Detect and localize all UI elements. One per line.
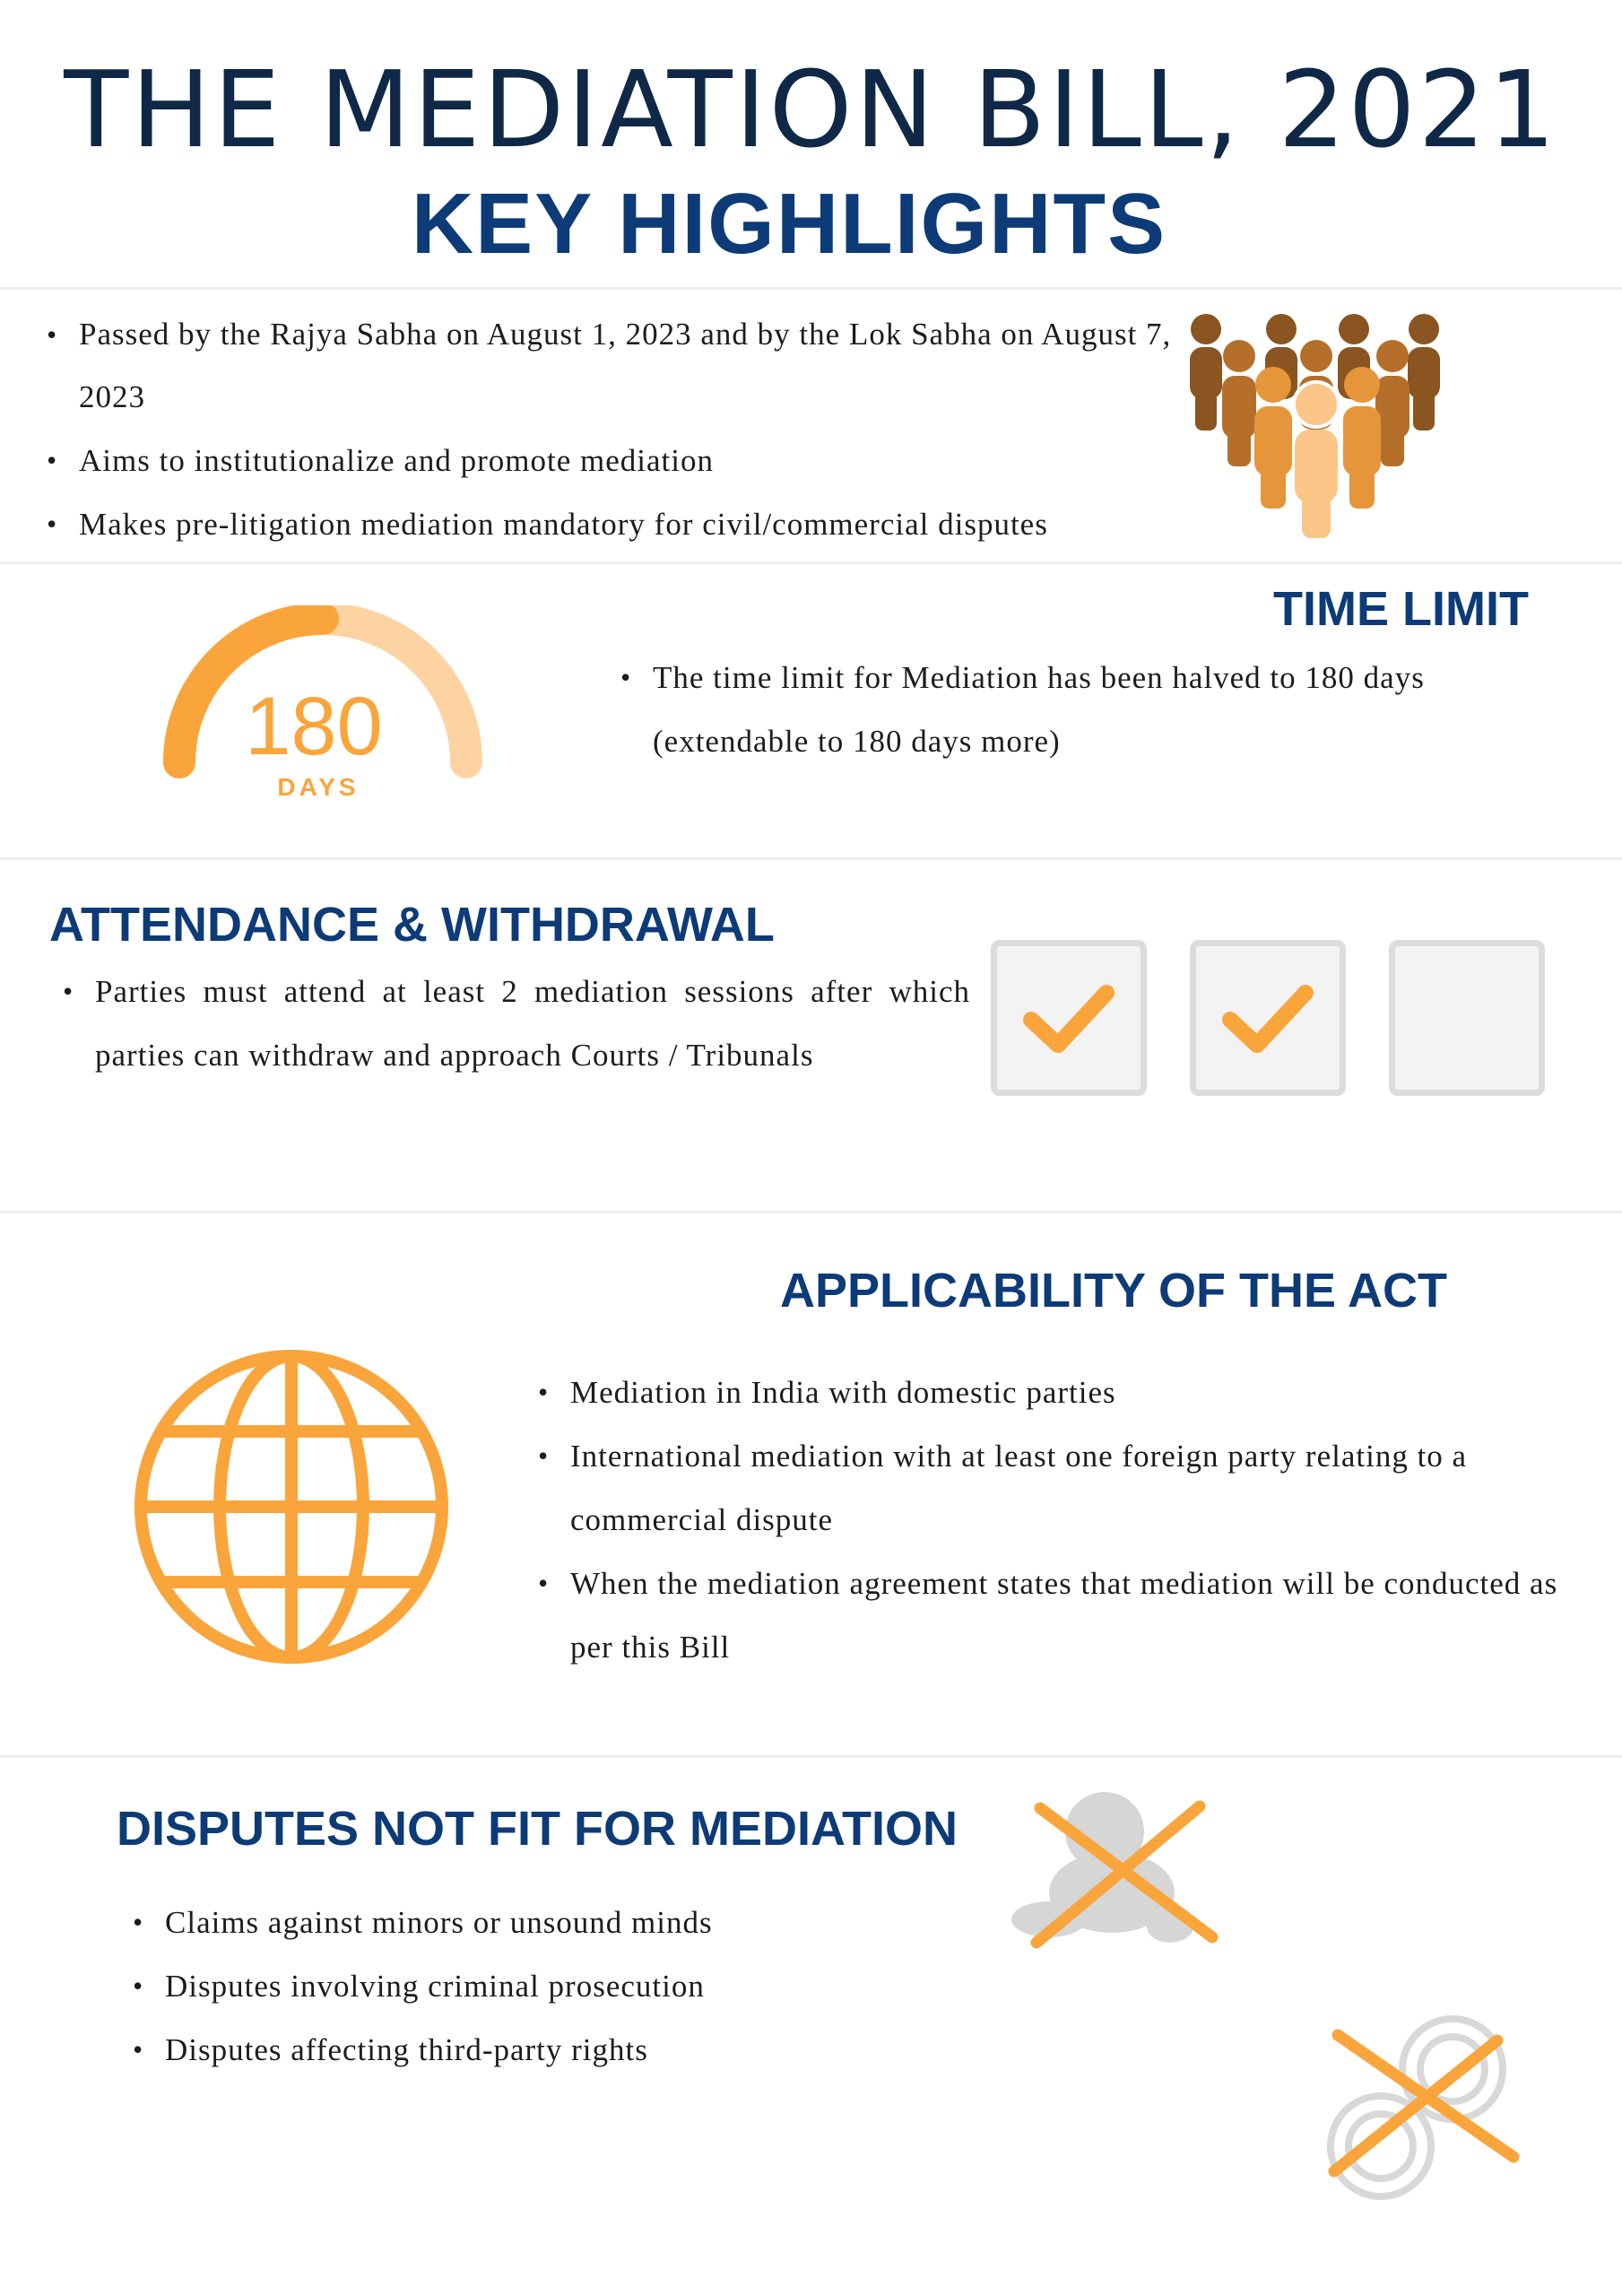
attendance-item: • Parties must attend at least 2 mediation sessions after which parties can withdraw and approach Courts / Tribunals [63, 960, 970, 1087]
attendance-heading: ATTENDANCE & WITHDRAWAL [49, 898, 775, 952]
divider [0, 857, 1622, 860]
applicability-heading: APPLICABILITY OF THE ACT [780, 1264, 1448, 1318]
page-subtitle: KEY HIGHLIGHTS [411, 176, 1167, 272]
crowd-icon [1179, 309, 1448, 543]
applicability-item: • Mediation in India with domestic parties [538, 1361, 1560, 1424]
applicability-item: • When the mediation agreement states that mediation will be conducted as per this Bill [538, 1552, 1560, 1679]
not-fit-item: • Claims against minors or unsound minds [133, 1891, 1029, 1954]
crossed-handcuffs-icon [1318, 2005, 1533, 2211]
divider [0, 1755, 1622, 1758]
not-fit-heading: DISPUTES NOT FIT FOR MEDIATION [117, 1802, 958, 1856]
checkbox-session-3 [1389, 940, 1545, 1096]
gauge-number: 180 [245, 681, 383, 772]
attendance-list [63, 960, 970, 1087]
applicability-list [538, 1361, 1560, 1679]
time-limit-list [620, 646, 1526, 773]
checkbox-session-2 [1190, 940, 1346, 1096]
overview-item: • Aims to institutionalize and promote mediation [47, 429, 1176, 492]
checkmark-icon [1196, 946, 1340, 1090]
not-fit-item: • Disputes affecting third-party rights [133, 2018, 1029, 2082]
not-fit-list [133, 1891, 1029, 2082]
overview-item: • Passed by the Rajya Sabha on August 1, 2023 and by the Lok Sabha on August 7, 2023 [47, 303, 1176, 429]
divider [0, 287, 1622, 290]
gauge-unit: DAYS [277, 773, 360, 801]
page-title: THE MEDIATION BILL, 2021 [64, 48, 1558, 171]
time-limit-item: • The time limit for Mediation has been halved to 180 days (extendable to 180 days more) [620, 646, 1526, 773]
overview-item: • Makes pre-litigation mediation mandatory for civil/commercial disputes [47, 492, 1176, 556]
checkbox-session-1 [991, 940, 1147, 1096]
overview-list [47, 303, 1176, 556]
not-fit-item: • Disputes involving criminal prosecution [133, 1954, 1029, 2018]
divider [0, 561, 1622, 564]
checkmark-icon [997, 946, 1141, 1090]
time-limit-heading: TIME LIMIT [1273, 582, 1529, 636]
divider [0, 1211, 1622, 1213]
crossed-baby-icon [1004, 1785, 1219, 1955]
globe-icon [130, 1345, 453, 1668]
applicability-item: • International mediation with at least one foreign party relating to a commercial dispute [538, 1424, 1560, 1552]
